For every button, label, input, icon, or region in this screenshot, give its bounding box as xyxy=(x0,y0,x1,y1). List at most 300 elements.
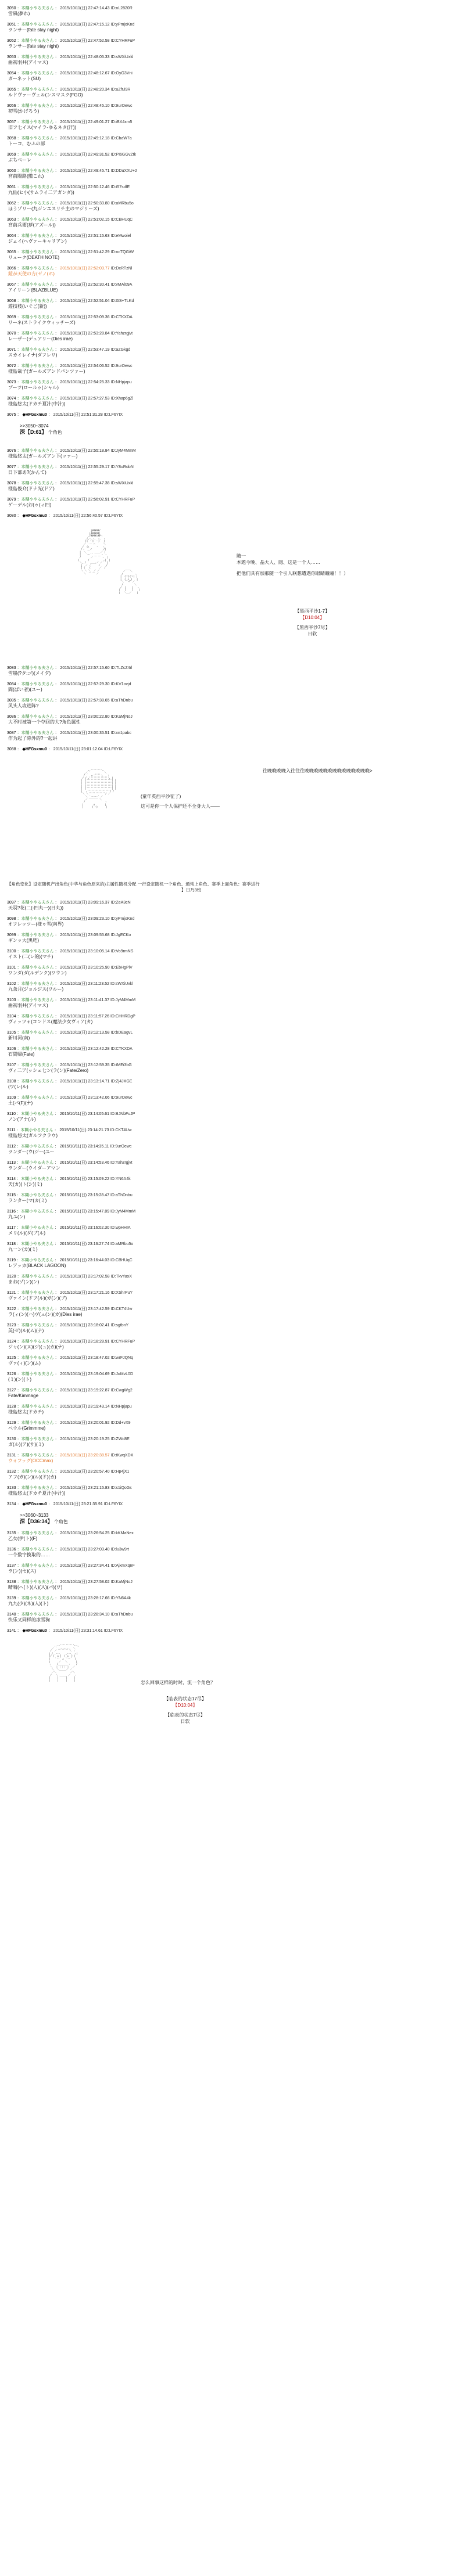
post-number: 3063 xyxy=(7,218,16,222)
post-header: 3110 ：本糊小やる夫さん ： 2015/10/11(日) 23:14:05.61 ID:BJNbFuJP xyxy=(7,1112,135,1116)
post-date: 2015/10/11(日) 23:15:09.22 xyxy=(59,1177,110,1181)
poster-name[interactable]: ：本糊小やる夫さん xyxy=(17,267,54,271)
post-header: 3103 ：本糊小やる夫さん ： 2015/10/11(日) 23:11:41.37 ID:JyM4MmM xyxy=(7,998,136,1002)
post-date: 2015/10/11(日) 23:17:02.58 xyxy=(60,1275,110,1279)
poster-id[interactable]: ID:CBHUqC xyxy=(110,218,133,222)
poster-id[interactable]: ID:CTKXDA xyxy=(110,1047,133,1051)
post-3065 xyxy=(7,250,455,261)
poster-id[interactable]: ID:Hp4jX1 xyxy=(110,1470,130,1474)
poster-id[interactable]: ID:sWXiUxkl xyxy=(110,481,134,485)
poster-name[interactable]: ：本糊小やる夫さん xyxy=(17,1014,54,1019)
poster-name[interactable]: ：本糊小やる夫さん xyxy=(17,481,54,485)
poster-id[interactable]: ID:9urOewc xyxy=(110,104,133,108)
poster-name[interactable]: ：本糊小やる夫さん xyxy=(17,6,54,10)
scene-line: 怎么回事这样的时时，流一个角色？ xyxy=(141,1680,215,1685)
poster-name[interactable]: ：本糊小やる夫さん xyxy=(17,1275,54,1279)
poster-id[interactable]: ID:lu3w9rt xyxy=(110,1548,129,1552)
post-body: リーネ(ストライクウィッチーズ) xyxy=(8,320,76,325)
post-header: 3073 ：本糊小やる夫さん ： 2015/10/11(日) 22:54:25.33 ID:NHpjapu xyxy=(7,380,132,384)
poster-id[interactable]: ID:NHpjapu xyxy=(110,1405,132,1409)
scene-rolls xyxy=(164,1696,206,1725)
poster-id[interactable]: ID:xn1pabc xyxy=(110,731,131,735)
post-3075 xyxy=(7,412,455,418)
post-number: 3086 xyxy=(7,715,16,719)
post-body: 作为起了除外的?一起讲 xyxy=(8,736,58,741)
poster-id[interactable]: ID:tMEi3bG xyxy=(110,1063,132,1067)
post-date: 2015/10/11(日) 22:47:52.58 xyxy=(60,39,110,43)
poster-id[interactable]: ID:sWXiUxkl xyxy=(110,55,134,59)
post-3127 xyxy=(7,1388,455,1399)
poster-name[interactable]: ：本糊小やる夫さん xyxy=(17,71,54,75)
post-date: 2015/10/11(日) 22:49:45.71 xyxy=(60,169,110,173)
post-number: 3115 xyxy=(7,1193,16,1197)
post-3050 xyxy=(7,6,455,17)
post-header: 3070 ：本糊小やる夫さん ： 2015/10/11(日) 22:53:28.84 ID:Yahzrgjvt xyxy=(7,332,133,336)
post-body: 乙女(伊(ト)(F) xyxy=(8,1536,38,1541)
poster-name[interactable]: ：本糊小やる夫さん xyxy=(17,169,54,173)
poster-name[interactable]: ：本糊小やる夫さん xyxy=(16,1128,53,1132)
poster-name[interactable]: ：本糊小やる夫さん xyxy=(17,55,54,59)
poster-name[interactable]: ：本糊小やる夫さん xyxy=(17,1210,54,1214)
poster-name[interactable]: ：本糊小やる夫さん xyxy=(17,88,54,92)
post-header: 3129 ：本糊小やる夫さん ： 2015/10/11(日) 23:20:01.92 ID:Dd+vX9 xyxy=(7,1421,131,1425)
poster-name[interactable]: ：本糊小やる夫さん xyxy=(17,1437,54,1441)
post-number: 3112 xyxy=(7,1145,16,1149)
poster-id[interactable]: ID:9urOewc xyxy=(110,364,133,368)
post-body: 様島俊介(ドナ光(ドア) xyxy=(8,486,55,491)
poster-name[interactable]: ：本糊小やる夫さん xyxy=(17,234,54,238)
post-body: ランサー(fate stay night) xyxy=(8,44,59,49)
poster-name[interactable]: ：本糊小やる夫さん xyxy=(17,699,54,703)
post-number: 3137 xyxy=(7,1564,16,1568)
post-date: 2015/10/11(日) 22:49:01.27 xyxy=(60,120,110,124)
poster-name[interactable]: ：本糊小やる夫さん xyxy=(17,1047,54,1051)
post-header: 3069 ：本糊小やる夫さん ： 2015/10/11(日) 22:53:09.36 ID:CTKXDA xyxy=(7,315,133,319)
post-3136 xyxy=(7,1547,455,1558)
poster-name[interactable]: ：本糊小やる夫さん xyxy=(17,498,54,502)
poster-id[interactable]: ID:BJNbFuJP xyxy=(110,1112,135,1116)
poster-id[interactable]: ID:Dd+vX9 xyxy=(110,1421,131,1425)
poster-name[interactable]: ：本糊小やる夫さん xyxy=(17,1405,54,1409)
poster-id[interactable]: ID:sWXiUxkl xyxy=(110,982,133,986)
post-3054 xyxy=(7,71,455,82)
poster-name[interactable]: ：本糊小やる夫さん xyxy=(17,998,54,1002)
poster-id[interactable]: ID:JoMvL0D xyxy=(110,1372,133,1376)
post-number: 3101 xyxy=(7,966,16,970)
post-number: 3111 xyxy=(7,1128,16,1132)
post-3123 xyxy=(7,1323,455,1334)
post-date: 2015/10/11(日) 23:09:23.10 xyxy=(60,917,110,921)
poster-id[interactable]: ID:KV1ovjd xyxy=(110,682,131,686)
poster-id[interactable]: ID:KaMjNoJ xyxy=(110,1580,133,1584)
post-date: 2015/10/11(日) 23:20:19.25 xyxy=(60,1437,110,1441)
poster-id[interactable]: ID:aThDnbu xyxy=(110,1613,133,1617)
poster-id[interactable]: ID:wrFJQNq xyxy=(110,1356,133,1360)
poster-id[interactable]: ID:TkvYaxX xyxy=(110,1275,132,1279)
post-date: 2015/10/11(日) 22:56:40.57 xyxy=(53,514,103,518)
poster-name[interactable]: ：本糊小やる夫さん xyxy=(17,364,54,368)
poster-name[interactable]: ：本糊小やる夫さん xyxy=(17,1470,54,1474)
poster-name[interactable]: ：本糊小やる夫さん xyxy=(17,1193,54,1197)
poster-name[interactable]: ：本糊小やる夫さん xyxy=(17,1323,54,1327)
post-3113 xyxy=(7,1160,455,1171)
post-body: ジャ(ン)(ヌ)(ジ)(ュ)(カ)(ナ) xyxy=(8,1344,64,1350)
poster-id[interactable]: ID:ZWd8E xyxy=(110,1437,130,1441)
poster-name[interactable]: ：本糊小やる夫さん xyxy=(17,1031,54,1035)
poster-id[interactable]: ID:Xhap6gZl xyxy=(110,397,134,401)
poster-name[interactable]: ：本糊小やる夫さん xyxy=(17,1258,54,1262)
poster-name[interactable]: ：本糊小やる夫さん xyxy=(17,1356,54,1360)
post-number: 3105 xyxy=(7,1031,16,1035)
post-date: 2015/10/11(日) 23:00:35.51 xyxy=(60,731,110,735)
post-number: 3087 xyxy=(7,731,16,735)
roll-value: 日软 xyxy=(307,631,317,636)
post-number: 3080 xyxy=(7,514,16,518)
post-3141 xyxy=(7,1628,455,1634)
post-header: 3062 ：本糊小やる夫さん ： 2015/10/11(日) 22:50:33.80 ID:aMRbu5o xyxy=(7,202,134,206)
scene-line: 随一 xyxy=(237,553,246,559)
poster-name[interactable]: ：本糊小やる夫さん xyxy=(17,1454,54,1458)
poster-id[interactable]: ID:CYHRFuP xyxy=(110,1340,135,1344)
poster-id[interactable]: ID:aThDnbu xyxy=(110,1193,133,1197)
post-body: 宮前兵衛(夢(アズール)) xyxy=(8,222,56,228)
poster-name[interactable]: ：本糊小やる夫さん xyxy=(17,283,54,287)
poster-name[interactable]: ：本糊小やる夫さん xyxy=(17,1063,54,1067)
post-header: 3100 ：本糊小やる夫さん ： 2015/10/11(日) 23:10:05.14 ID:Vo9rmNS xyxy=(7,949,134,954)
poster-name[interactable]: ：本糊小やる夫さん xyxy=(17,250,54,254)
post-body: 天(カ)(ト(シ)(ミ) xyxy=(8,1182,42,1187)
poster-id[interactable]: ID:uZfrJ9R xyxy=(110,88,131,92)
post-date: 2015/10/11(日) 23:15:47.89 xyxy=(59,1210,110,1214)
post-body: アフ(ガ)(ン)(ル)(ド)(カ) xyxy=(8,1474,56,1480)
post-header: 3065 ：本糊小やる夫さん ： 2015/10/11(日) 22:51:42.29 ID:ncTQGiW xyxy=(7,250,134,254)
poster-name[interactable]: ：本糊小やる夫さん xyxy=(17,153,54,157)
post-number: 3109 xyxy=(7,1096,16,1100)
post-date: 2015/10/11(日) 23:19:04.69 xyxy=(60,1372,110,1376)
post-date: 2015/10/11(日) 22:47:14.43 xyxy=(60,6,110,10)
post-body: 晴晴(ヘ(ト)(人)(ス)(パ)(ワ) xyxy=(8,1585,63,1590)
post-header: 3113 ：本糊小やる夫さん ： 2015/10/11(日) 23:14:53.46 ID:Yahzrgjvt xyxy=(7,1161,133,1165)
poster-name[interactable]: ：本糊小やる夫さん xyxy=(17,315,54,319)
poster-id[interactable]: ID:JgECKo xyxy=(110,933,131,937)
poster-name[interactable]: ：本糊小やる夫さん xyxy=(17,218,54,222)
poster-id[interactable]: ID:LF6YIX xyxy=(103,1502,123,1506)
poster-name[interactable]: ：本糊小やる夫さん xyxy=(17,120,54,124)
poster-name[interactable]: ：本糊小やる夫さん xyxy=(17,1531,54,1535)
post-3097 xyxy=(7,900,455,911)
poster-name[interactable]: ：本糊小やる夫さん xyxy=(17,1613,54,1617)
post-header: 3130 ：本糊小やる夫さん ： 2015/10/11(日) 23:20:19.25 ID:ZWd8E xyxy=(7,1437,130,1441)
poster-id[interactable]: ID:s1iQoGs xyxy=(110,1486,132,1490)
post-date: 2015/10/11(日) 22:49:31.52 xyxy=(60,153,110,157)
post-number: 3064 xyxy=(7,234,16,238)
post-body: ワンダ(ダ(ルデンク)(ワウン) xyxy=(8,970,67,976)
post-date: 2015/10/11(日) 22:54:06.52 xyxy=(60,364,110,368)
post-number: 3134 xyxy=(7,1502,16,1506)
poster-name[interactable]: ◆HFGsxmu0 xyxy=(22,1502,47,1506)
post-date: 2015/10/11(日) 23:16:44.03 xyxy=(59,1258,110,1262)
poster-id[interactable]: ID:yPmjoKnd xyxy=(110,917,135,921)
post-3076 xyxy=(7,448,455,459)
post-header: 3139 ：本糊小やる夫さん ： 2015/10/11(日) 23:28:17.66 ID:YN6A4k xyxy=(7,1596,131,1600)
post-body: ガ(ル)(ア)(サ)(ミ) xyxy=(8,1442,44,1447)
post-date: 2015/10/11(日) 22:57:27.53 xyxy=(60,397,110,401)
post-date: 2015/10/11(日) 23:00:22.80 xyxy=(60,715,110,719)
poster-name[interactable]: ：本糊小やる夫さん xyxy=(17,715,54,719)
post-3062 xyxy=(7,201,455,212)
poster-id[interactable]: ID:wpHHIA xyxy=(110,1226,131,1230)
poster-id[interactable]: ID:DxRTzNl xyxy=(110,267,133,271)
poster-name[interactable]: ：本糊小やる夫さん xyxy=(17,666,54,670)
post-3051 xyxy=(7,22,455,33)
poster-name[interactable]: ：本糊小やる夫さん xyxy=(17,1564,54,1568)
post-3124 xyxy=(7,1339,455,1350)
post-3066 xyxy=(7,266,455,277)
post-header: 3138 ：本糊小やる夫さん ： 2015/10/11(日) 23:27:58.02 ID:KaMjNoJ xyxy=(7,1580,133,1584)
roll-value: 【D10:04】 xyxy=(300,615,325,620)
post-body: 九一ン(カ)(ミ) xyxy=(8,1247,38,1252)
poster-id[interactable]: ID:CTKXDA xyxy=(110,315,133,319)
post-number: 3133 xyxy=(7,1486,16,1490)
post-date: 2015/10/11(日) 22:50:33.80 xyxy=(60,202,110,206)
poster-id[interactable]: ID:CBHUqC xyxy=(110,1258,133,1262)
poster-id[interactable]: ID:AjxmXqnF xyxy=(110,1564,135,1568)
post-body: ルドヴァーヴェル(ンスマスク(FGO) xyxy=(8,92,83,98)
poster-id[interactable]: ID:TLZcZ4rl xyxy=(110,666,133,670)
post-3083 xyxy=(7,665,455,677)
post-body: イスト(二(レ的)(マチ) xyxy=(8,954,53,959)
poster-id[interactable]: ID:YN6A4k xyxy=(110,1596,131,1600)
post-header: 3086 ：本糊小やる夫さん ： 2015/10/11(日) 23:00:22.80 ID:KaMjNoJ xyxy=(7,715,133,719)
poster-name[interactable]: ：本糊小やる夫さん xyxy=(17,1226,54,1230)
poster-name[interactable]: ：本糊小やる夫さん xyxy=(17,1080,54,1084)
poster-id[interactable]: ID:Y8uRobN xyxy=(110,465,134,469)
poster-id[interactable]: ID:CwgWg2 xyxy=(110,1388,133,1393)
post-number: 3114 xyxy=(7,1177,16,1181)
poster-id[interactable]: ID:CKT4Uw xyxy=(110,1307,133,1311)
post-number: 3058 xyxy=(7,136,16,141)
poster-name[interactable]: ：本糊小やる夫さん xyxy=(17,1372,54,1376)
post-body: 曲初羽井(アイマス) xyxy=(8,1003,48,1008)
poster-id[interactable]: ID:JyM4MmM xyxy=(110,998,136,1002)
poster-name[interactable]: ：本糊小やる夫さん xyxy=(17,1548,54,1552)
poster-name[interactable]: ：本糊小やる夫さん xyxy=(17,1388,54,1393)
post-date: 2015/10/11(日) 23:27:58.02 xyxy=(60,1580,110,1584)
post-body: 风头人攻进阵? xyxy=(8,703,39,708)
post-number: 3074 xyxy=(7,397,16,401)
poster-id[interactable]: ID:tKwqXDX xyxy=(110,1454,134,1458)
poster-id[interactable]: ID:iBX4xm5 xyxy=(110,120,133,124)
notice-line: 【角色变化】设定随机产出角色(中华与角色原来的)主属性随机分配 一行设定随机一个角色、通常上角色、赛季上面角色：赛季进行 xyxy=(7,882,260,887)
poster-name[interactable]: ◆HFGsxmu0 xyxy=(22,514,47,518)
quote-range[interactable]: >>3060~3133 xyxy=(20,1513,49,1518)
post-date: 2015/10/11(日) 23:16:02.30 xyxy=(59,1226,110,1230)
poster-id[interactable]: ID:NHpjapu xyxy=(110,380,132,384)
poster-id[interactable]: ID:aMRbu5o xyxy=(110,1242,134,1246)
post-list-b xyxy=(7,448,455,508)
poster-id[interactable]: ID:sgtbnY xyxy=(110,1323,129,1327)
poster-id[interactable]: ID:OyG3Vni xyxy=(110,71,133,75)
poster-name[interactable]: ：本糊小やる夫さん xyxy=(17,1161,54,1165)
poster-name[interactable]: ：本糊小やる夫さん xyxy=(17,1242,54,1246)
poster-id[interactable]: ID:9urOewc xyxy=(110,1145,132,1149)
poster-name[interactable]: ：本糊小やる夫さん xyxy=(17,1291,54,1295)
post-body: トーコ、むふの部 xyxy=(8,141,45,146)
poster-name[interactable]: ：本糊小やる夫さん xyxy=(17,39,54,43)
poster-id[interactable]: ID:CbaW7a xyxy=(110,136,132,141)
poster-name[interactable]: ：本糊小やる夫さん xyxy=(17,1421,54,1425)
post-header: 3118 ：本糊小やる夫さん ： 2015/10/11(日) 23:16:27.74 ID:aMRbu5o xyxy=(7,1242,134,1246)
post-3064 xyxy=(7,233,455,244)
poster-id[interactable]: ID:vMAl09A xyxy=(110,283,133,287)
post-body: アイリーン(BLAZBLUE) xyxy=(8,287,58,293)
post-header: 3117 ：本糊小やる夫さん ： 2015/10/11(日) 23:16:02.30 ID:wpHHIA xyxy=(7,1226,131,1230)
poster-id[interactable]: ID:Vo9rmNS xyxy=(110,949,134,954)
post-body: (ミ)(ン)(ト) xyxy=(8,1377,31,1382)
post-header: 3059 ：本糊小やる夫さん ： 2015/10/11(日) 22:49:31.52 ID:PI6GGvZtk xyxy=(7,153,137,157)
post-header: 3079 ：本糊小やる夫さん ： 2015/10/11(日) 22:56:02.91 ID:CYHRFuP xyxy=(7,498,135,502)
post-number: 3120 xyxy=(7,1275,16,1279)
poster-id[interactable]: ID:9urOewc xyxy=(110,1096,133,1100)
poster-id[interactable]: ID:LF6YIX xyxy=(103,1629,123,1633)
poster-name[interactable]: ：本糊小やる夫さん xyxy=(17,1145,54,1149)
post-header: 3063 ：本糊小やる夫さん ： 2015/10/11(日) 22:51:02.15 ID:CBHUqC xyxy=(7,218,133,222)
poster-name[interactable]: ：本糊小やる夫さん xyxy=(17,966,54,970)
poster-id[interactable]: ID:DDuXXU+2 xyxy=(110,169,137,173)
poster-id[interactable]: ID:Yahzrgjvt xyxy=(110,332,133,336)
quote-range[interactable]: >>3050~3074 xyxy=(20,423,49,429)
post-date: 2015/10/11(日) 23:09:16.37 xyxy=(60,901,110,905)
poster-id[interactable]: ID:kKMaNex xyxy=(110,1531,134,1535)
poster-id[interactable]: ID:Zj4JXGE xyxy=(110,1080,133,1084)
post-number: 3110 xyxy=(7,1112,16,1116)
scene-text xyxy=(263,768,373,774)
poster-name[interactable]: ：本糊小やる夫さん xyxy=(17,949,54,954)
post-date: 2015/10/11(日) 22:53:28.84 xyxy=(60,332,110,336)
post-number: 3136 xyxy=(7,1548,16,1552)
poster-name[interactable]: ：本糊小やる夫さん xyxy=(17,933,54,937)
post-date: 2015/10/11(日) 23:11:57.26 xyxy=(60,1014,110,1019)
poster-name[interactable]: ：本糊小やる夫さん xyxy=(17,1112,54,1116)
poster-id[interactable]: ID:JyM4MmM xyxy=(110,1210,136,1214)
post-number: 3129 xyxy=(7,1421,16,1425)
post-header: 3125 ：本糊小やる夫さん ： 2015/10/11(日) 23:18:47.02 ID:wrFJQNq xyxy=(7,1356,133,1360)
post-header: 3120 ：本糊小やる夫さん ： 2015/10/11(日) 23:17:02.58 ID:TkvYaxX xyxy=(7,1275,132,1279)
poster-id[interactable]: ID:eMwoiel xyxy=(110,234,131,238)
post-body: ヴィッツォ(コンドス(魔法少女ヴィア(カ) xyxy=(8,1019,93,1024)
poster-name[interactable]: ：本糊小やる夫さん xyxy=(17,1340,54,1344)
poster-name[interactable]: ：本糊小やる夫さん xyxy=(17,1096,54,1100)
poster-id[interactable]: ID:KaMjNoJ xyxy=(110,715,133,719)
dice-roll: 深【D:61】 xyxy=(20,429,47,435)
poster-id[interactable]: ID:XShrPuY xyxy=(110,1291,133,1295)
poster-name[interactable]: ：本糊小やる夫さん xyxy=(17,917,54,921)
poster-name[interactable]: ：本糊小やる夫さん xyxy=(17,380,54,384)
post-body: ぶちべーレ xyxy=(8,157,31,163)
post-3131 xyxy=(7,1453,455,1464)
poster-name[interactable]: ：本糊小やる夫さん xyxy=(17,731,54,735)
post-3107 xyxy=(7,1063,455,1074)
poster-id[interactable]: ID:CHHRDgP xyxy=(110,1014,135,1019)
post-number: 3113 xyxy=(7,1161,16,1165)
post-3087 xyxy=(7,731,455,742)
poster-name[interactable]: ◆HFGsxmu0 xyxy=(22,413,47,417)
post-header: 3133 ：本糊小やる夫さん ： 2015/10/11(日) 23:21:15.83 ID:s1iQoGs xyxy=(7,1486,132,1490)
poster-name[interactable]: ：本糊小やる夫さん xyxy=(17,185,54,189)
poster-id[interactable]: ID:CKT4Uw xyxy=(110,1128,132,1132)
poster-id[interactable]: ID:aThDnbu xyxy=(110,699,133,703)
post-date: 2015/10/11(日) 23:20:01.92 xyxy=(60,1421,110,1425)
poster-name[interactable]: ：本糊小やる夫さん xyxy=(17,348,54,352)
poster-name[interactable]: ◆HFGsxmu0 xyxy=(22,747,47,751)
poster-name[interactable]: ◆HFGsxmu0 xyxy=(22,1629,47,1633)
post-header: 3131 ：本糊小やる夫さん ： 2015/10/11(日) 23:20:38.57 ID:tKwqXDX xyxy=(7,1454,134,1458)
post-header: 3137 ：本糊小やる夫さん ： 2015/10/11(日) 23:27:34.41 ID:AjxmXqnF xyxy=(7,1564,135,1568)
poster-name[interactable]: ：本糊小やる夫さん xyxy=(17,982,54,986)
post-3099 xyxy=(7,933,455,944)
post-date: 2015/10/11(日) 23:26:54.25 xyxy=(60,1531,110,1535)
post-3058 xyxy=(7,136,455,147)
post-header: 3119 ：本糊小やる夫さん ： 2015/10/11(日) 23:16:44.03 ID:CBHUqC xyxy=(7,1258,133,1262)
poster-name[interactable]: ：本糊小やる夫さん xyxy=(17,449,54,453)
post-number: 3128 xyxy=(7,1405,16,1409)
poster-name[interactable]: ：本糊小やる夫さん xyxy=(17,136,54,141)
poster-id[interactable]: ID:YN6A4k xyxy=(110,1177,131,1181)
poster-id[interactable]: ID:ncTQGiW xyxy=(110,250,134,254)
poster-id[interactable]: ID:CYHRFuP xyxy=(110,498,135,502)
poster-name[interactable]: ：本糊小やる夫さん xyxy=(17,682,54,686)
post-date: 2015/10/11(日) 23:16:27.74 xyxy=(59,1242,110,1246)
poster-id[interactable]: ID:nL2820R xyxy=(110,6,133,10)
poster-name[interactable]: ：本糊小やる夫さん xyxy=(17,1486,54,1490)
poster-id[interactable]: ID:bDEagvL xyxy=(110,1031,133,1035)
poster-id[interactable]: ID:EbHgPiV xyxy=(110,966,133,970)
poster-id[interactable]: ID:t57sdfE xyxy=(110,185,130,189)
poster-name[interactable]: ：本糊小やる夫さん xyxy=(17,1307,54,1311)
poster-id[interactable]: ID:LF6YIX xyxy=(103,747,123,751)
poster-name[interactable]: ：本糊小やる夫さん xyxy=(17,23,54,27)
poster-id[interactable]: ID:Yahzrgjvt xyxy=(110,1161,133,1165)
poster-name[interactable]: ：本糊小やる夫さん xyxy=(17,299,54,303)
post-3086 xyxy=(7,714,455,725)
poster-id[interactable]: ID:CYHRFuP xyxy=(110,39,135,43)
poster-name[interactable]: ：本糊小やる夫さん xyxy=(17,901,54,905)
scene-line: 这可是你一个人保护还不全身大人—— xyxy=(141,804,220,809)
poster-name[interactable]: ：本糊小やる夫さん xyxy=(17,202,54,206)
poster-name[interactable]: ：本糊小やる夫さん xyxy=(17,104,54,108)
post-3069 xyxy=(7,315,455,326)
poster-id[interactable]: ID:PI6GGvZtk xyxy=(110,153,137,157)
poster-name[interactable]: ：本糊小やる夫さん xyxy=(17,332,54,336)
poster-id[interactable]: ID:yPmjoKnd xyxy=(110,23,135,27)
poster-id[interactable]: ID:GS+TLKd xyxy=(110,299,134,303)
poster-name[interactable]: ：本糊小やる夫さん xyxy=(17,1596,54,1600)
poster-name[interactable]: ：本糊小やる夫さん xyxy=(17,397,54,401)
post-date: 2015/10/11(日) 23:21:35.91 xyxy=(53,1502,103,1506)
post-body: (ワ(レ(ル) xyxy=(8,1084,28,1089)
post-body: ウォフッグ(OCCmax) xyxy=(8,1458,53,1463)
poster-id[interactable]: ID:aZGkgd xyxy=(110,348,131,352)
poster-id[interactable]: ID:JyM4MmM xyxy=(110,449,136,453)
poster-id[interactable]: ID:ZeA3cN xyxy=(110,901,131,905)
poster-id[interactable]: ID:LF6YIX xyxy=(103,413,123,417)
poster-name[interactable]: ：本糊小やる夫さん xyxy=(17,1580,54,1584)
poster-name[interactable]: ：本糊小やる夫さん xyxy=(17,465,54,469)
poster-id[interactable]: ID:LF6YIX xyxy=(103,514,123,518)
poster-id[interactable]: ID:aMRbu5o xyxy=(110,202,134,206)
post-header: 3084 ：本糊小やる夫さん ： 2015/10/11(日) 22:57:29.30 ID:KV1ovjd xyxy=(7,682,131,686)
poster-name[interactable]: ：本糊小やる夫さん xyxy=(17,1177,54,1181)
